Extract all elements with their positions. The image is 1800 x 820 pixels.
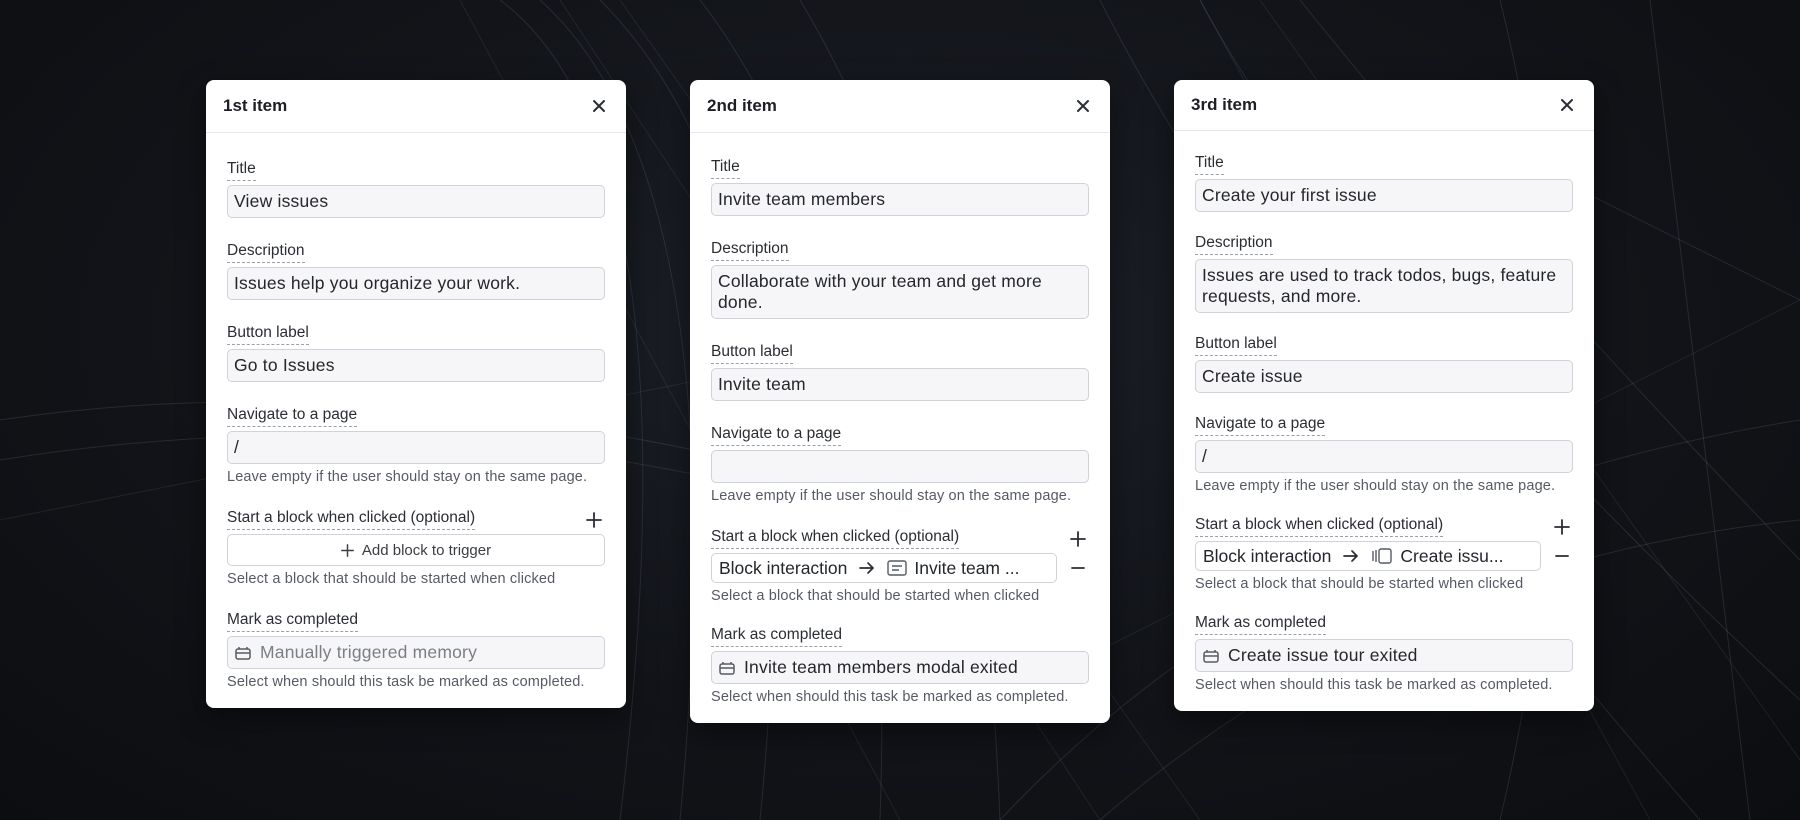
trigger-target: Invite team ... bbox=[914, 557, 1020, 578]
close-icon bbox=[1560, 98, 1574, 112]
arrow-right-icon bbox=[1343, 549, 1359, 563]
description-input[interactable]: Issues are used to track todos, bugs, feature requests, and more. bbox=[1195, 259, 1573, 313]
navigate-input[interactable] bbox=[711, 450, 1089, 483]
title-input[interactable]: View issues bbox=[227, 185, 605, 218]
description-label: Description bbox=[711, 239, 789, 261]
item-card-1 bbox=[206, 80, 626, 708]
card-title: 1st item bbox=[223, 96, 288, 115]
trigger-block-select[interactable] bbox=[711, 553, 1057, 583]
button-label-label: Button label bbox=[711, 342, 793, 364]
add-trigger-button[interactable] bbox=[1067, 528, 1089, 550]
item-card-3 bbox=[1174, 80, 1594, 711]
add-trigger-button[interactable] bbox=[583, 509, 605, 531]
trigger-label: Start a block when clicked (optional) bbox=[711, 527, 959, 549]
trigger-label: Start a block when clicked (optional) bbox=[1195, 515, 1443, 537]
button-label-input[interactable]: Create issue bbox=[1195, 360, 1573, 393]
minus-icon bbox=[1071, 561, 1085, 575]
description-input[interactable]: Issues help you organize your work. bbox=[227, 267, 605, 300]
close-icon bbox=[1076, 99, 1090, 113]
close-button[interactable] bbox=[588, 95, 610, 117]
tour-icon bbox=[1371, 548, 1393, 564]
completed-value: Create issue tour exited bbox=[1228, 645, 1418, 665]
completed-memory-select[interactable] bbox=[1195, 639, 1573, 672]
trigger-source: Block interaction bbox=[719, 557, 848, 578]
completed-memory-select[interactable] bbox=[711, 651, 1089, 684]
modal-icon bbox=[887, 560, 907, 576]
trigger-source: Block interaction bbox=[1203, 545, 1332, 566]
plus-icon bbox=[586, 512, 602, 528]
button-label-label: Button label bbox=[227, 323, 309, 345]
trigger-target: Create issu... bbox=[1400, 545, 1504, 566]
arrow-right-icon bbox=[859, 561, 875, 575]
navigate-hint: Leave empty if the user should stay on the same page. bbox=[1195, 478, 1556, 494]
completed-memory-select[interactable] bbox=[227, 636, 605, 669]
card-header bbox=[206, 80, 626, 133]
navigate-label: Navigate to a page bbox=[711, 424, 841, 446]
navigate-hint: Leave empty if the user should stay on the same page. bbox=[711, 488, 1072, 504]
completed-label: Mark as completed bbox=[1195, 613, 1326, 635]
completed-value: Invite team members modal exited bbox=[744, 657, 1018, 677]
completed-hint: Select when should this task be marked as completed. bbox=[227, 674, 585, 690]
description-label: Description bbox=[227, 241, 305, 263]
trigger-hint: Select a block that should be started when clicked bbox=[1195, 576, 1524, 592]
memory-icon bbox=[1202, 648, 1220, 664]
memory-icon bbox=[718, 660, 736, 676]
trigger-block-select[interactable] bbox=[1195, 541, 1541, 571]
navigate-hint: Leave empty if the user should stay on the same page. bbox=[227, 469, 588, 485]
completed-hint: Select when should this task be marked as completed. bbox=[711, 689, 1069, 705]
navigate-label: Navigate to a page bbox=[1195, 414, 1325, 436]
completed-placeholder: Manually triggered memory bbox=[260, 642, 478, 662]
memory-icon bbox=[234, 645, 252, 661]
completed-hint: Select when should this task be marked as completed. bbox=[1195, 677, 1553, 693]
item-card-2 bbox=[690, 80, 1110, 723]
plus-icon bbox=[341, 544, 354, 557]
add-block-label: Add block to trigger bbox=[361, 541, 492, 559]
description-input[interactable]: Collaborate with your team and get more done. bbox=[711, 265, 1089, 319]
add-block-to-trigger-button[interactable] bbox=[227, 534, 605, 566]
card-title: 2nd item bbox=[707, 96, 777, 115]
completed-label: Mark as completed bbox=[227, 610, 358, 632]
trigger-label: Start a block when clicked (optional) bbox=[227, 508, 475, 530]
navigate-label: Navigate to a page bbox=[227, 405, 357, 427]
title-label: Title bbox=[227, 159, 256, 181]
trigger-hint: Select a block that should be started when clicked bbox=[227, 571, 556, 587]
add-trigger-button[interactable] bbox=[1551, 516, 1573, 538]
card-title: 3rd item bbox=[1191, 95, 1258, 114]
minus-icon bbox=[1555, 549, 1569, 563]
trigger-hint: Select a block that should be started when clicked bbox=[711, 588, 1040, 604]
card-header bbox=[690, 80, 1110, 133]
title-input[interactable]: Create your first issue bbox=[1195, 179, 1573, 212]
button-label-label: Button label bbox=[1195, 334, 1277, 356]
remove-trigger-button[interactable] bbox=[1551, 545, 1573, 567]
completed-label: Mark as completed bbox=[711, 625, 842, 647]
title-input[interactable]: Invite team members bbox=[711, 183, 1089, 216]
title-label: Title bbox=[1195, 153, 1224, 175]
close-button[interactable] bbox=[1072, 95, 1094, 117]
close-icon bbox=[592, 99, 606, 113]
title-label: Title bbox=[711, 157, 740, 179]
close-button[interactable] bbox=[1556, 94, 1578, 116]
remove-trigger-button[interactable] bbox=[1067, 557, 1089, 579]
button-label-input[interactable]: Invite team bbox=[711, 368, 1089, 401]
navigate-input[interactable]: / bbox=[227, 431, 605, 464]
plus-icon bbox=[1554, 519, 1570, 535]
navigate-input[interactable]: / bbox=[1195, 440, 1573, 473]
card-header bbox=[1174, 80, 1594, 131]
description-label: Description bbox=[1195, 233, 1273, 255]
button-label-input[interactable]: Go to Issues bbox=[227, 349, 605, 382]
plus-icon bbox=[1070, 531, 1086, 547]
